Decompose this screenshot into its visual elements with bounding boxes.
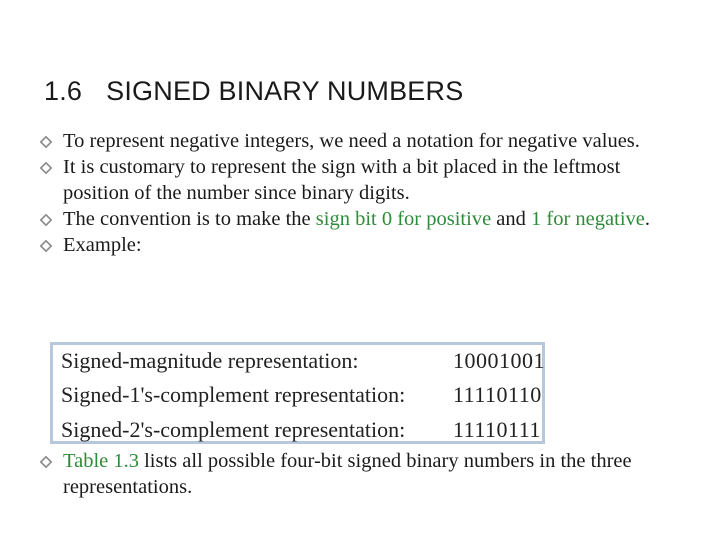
section-title: SIGNED BINARY NUMBERS [106,76,464,106]
bullet-text: . [644,208,650,230]
representation-label: Signed-1's-complement representation: [61,382,406,407]
slide-title [44,76,463,107]
highlight-sign-bit-positive: sign bit 0 for positive [315,208,492,230]
highlight-sign-bit-negative: 1 for negative [531,208,645,230]
representation-label: Signed-2's-complement representation: [61,417,406,442]
hollow-diamond-bullet-icon [40,162,52,174]
table-row [61,382,542,412]
bullet-item [40,154,660,206]
binary-value: 10001001 [453,348,545,373]
bullet-item [40,206,660,232]
example-table [50,342,545,444]
binary-value: 11110110 [453,382,542,407]
bullet-text: lists all possible four-bit signed binary numbers in the three representations. [63,450,632,498]
hollow-diamond-bullet-icon [40,240,52,252]
binary-value: 11110111 [453,417,541,442]
bullet-text: To represent negative integers, we need a notation for negative values. [63,130,640,152]
hollow-diamond-bullet-icon [40,214,52,226]
bullet-text: It is customary to represent the sign with a bit placed in the leftmost position of the number since binary digits. [63,156,621,204]
section-number: 1.6 [44,76,83,106]
table-row [61,417,541,447]
hollow-diamond-bullet-icon [40,456,52,468]
table-row [61,348,545,378]
bullet-item [40,448,660,500]
bullet-text: The convention is to make the [63,208,316,230]
bullet-list-continued [40,448,660,500]
bullet-list [40,128,660,258]
bullet-text: and [491,208,532,230]
representation-label: Signed-magnitude representation: [61,348,359,373]
hollow-diamond-bullet-icon [40,136,52,148]
bullet-text: Example: [63,234,142,256]
bullet-item [40,232,660,258]
bullet-item [40,128,660,154]
table-reference-link[interactable]: Table 1.3 [63,450,139,472]
